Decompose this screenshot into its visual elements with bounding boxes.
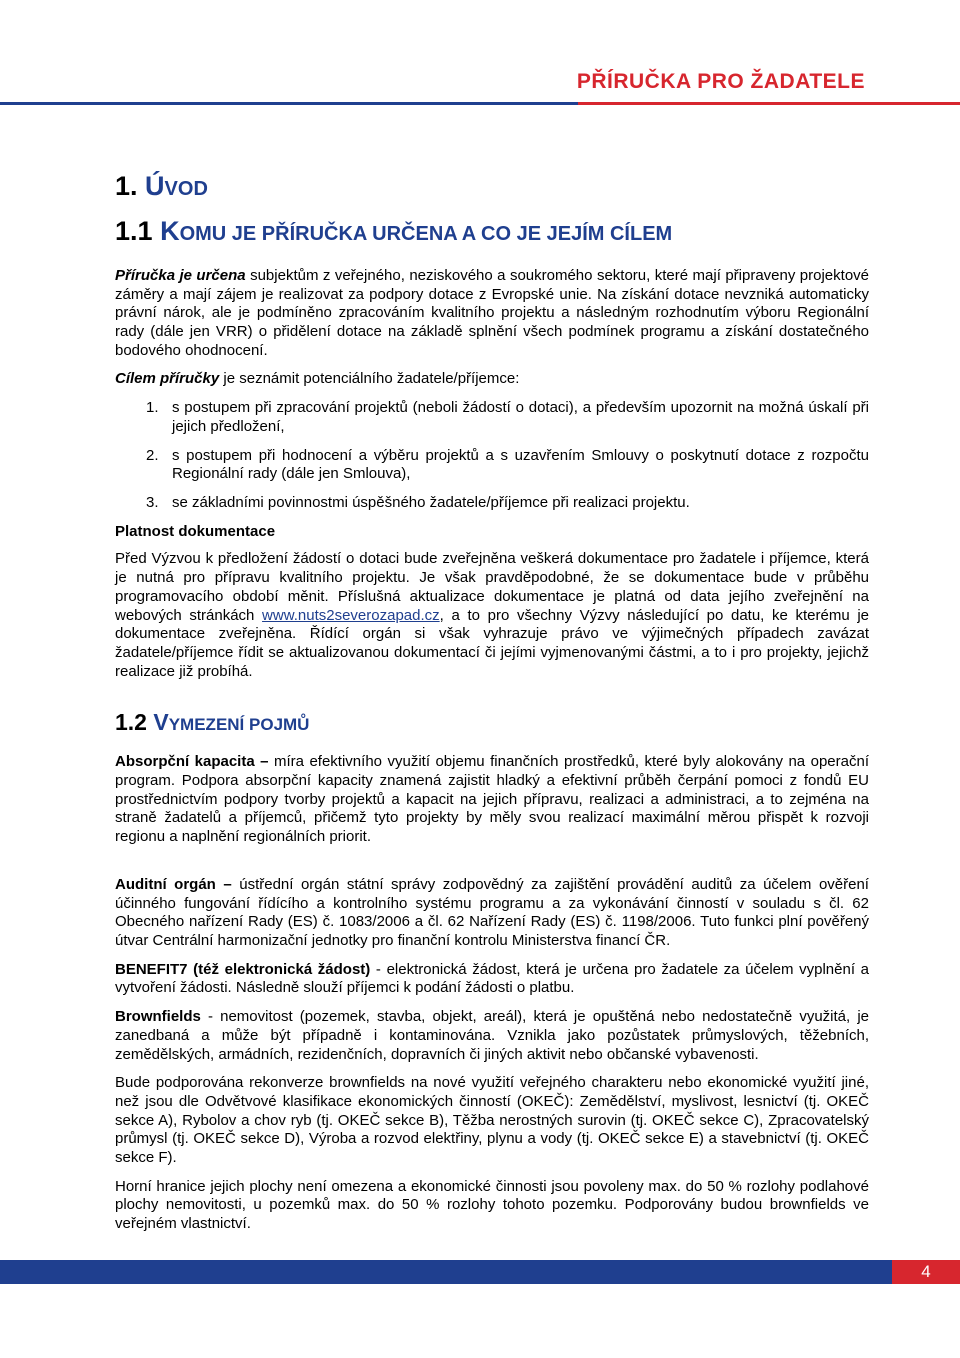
page-content — [115, 170, 869, 1282]
list-item — [115, 399, 869, 436]
section-number: 1.2 — [115, 709, 147, 736]
term-separator: - — [200, 1008, 221, 1026]
term-definition: nemovitost (pozemek, stavba, objekt, areál), která je opuštěná nebo nedostatečně využitá, je zanedbaná a může být případně i kontaminována. Vznikla jako pozůstatek průmyslových, těžebních, zemědělských, armádních, rezidenčních, dopravních či jiných aktivit nebo občanské vybavenosti. — [115, 1008, 869, 1063]
list-number: 3. — [146, 494, 159, 512]
footer-bar-blue — [0, 1260, 892, 1284]
document-header-title: PŘÍRUČKA PRO ŽADATELE — [576, 70, 865, 93]
section-title-rest: OMU JE PŘÍRUČKA URČENA A CO JE JEJÍM CÍLEM — [179, 223, 673, 245]
list-text: s postupem při hodnocení a výběru projektů a s uzavřením Smlouvy o poskytnutí dotace z rozpočtu Regionální rady (dále jen Smlouva), — [172, 446, 869, 483]
list-number: 2. — [146, 446, 159, 464]
goal-text: je seznámit potenciálního žadatele/příjemce: — [219, 369, 520, 387]
header-divider-red — [578, 102, 960, 105]
intro-lead: Příručka je určena — [115, 267, 246, 284]
section-title-rest: YMEZENÍ POJMŮ — [168, 715, 310, 735]
header-divider-blue — [0, 102, 578, 105]
term-definition: ústřední orgán státní správy zodpovědný za zajištění provádění auditů za účelem ověření účinného fungování řídícího a kontrolního systému programu a za vykonávání činností v souladu s čl. 62 Obecného nařízení Rady (ES) č. 1083/2006 a čl. 62 Nařízení Rady (ES) č. 1198/2006. Tuto funkci plní pověřený útvar Centrální harmonizační jednotky pro finanční kontrolu Ministerstva financí ČR. — [115, 875, 869, 949]
list-number: 1. — [146, 399, 159, 417]
term-separator: – — [215, 875, 240, 893]
term-brownfields — [115, 1008, 869, 1064]
intro-paragraph — [115, 267, 869, 361]
section-number: 1.1 — [115, 216, 153, 246]
section-1-heading — [115, 170, 869, 205]
section-1-2-heading — [115, 707, 869, 740]
term-auditni-organ — [115, 876, 869, 951]
term-separator: - — [370, 960, 387, 978]
section-title-rest: VOD — [164, 178, 208, 200]
term-label: Brownfields — [115, 1008, 201, 1026]
brownfields-paragraph: Bude podporována rekonverze brownfields na nové využití veřejného charakteru nebo ekonomické využití jiné, než jsou dle Odvětvové klasifikace ekonomických činností (OKEČ): Zemědělství, myslivost, lesnictví (tj. OKEČ sekce A), Rybolov a chov ryb (tj. OKEČ sekce B), Těžba nerostných surovin (tj. OKEČ sekce C), Zpracovatelský průmysl (tj. OKEČ sekce D), Výroba a rozvod elektřiny, plynu a vody (tj. OKEČ sekce E) a stavebnictví (tj. OKEČ sekce F). — [115, 1074, 869, 1167]
term-label: Absorpční kapacita — [115, 753, 255, 771]
intro-text: subjektům z veřejného, neziskového a soukromého sektoru, které mají připraveny projektové záměry a mají zájem je realizovat za podpory dotace z Evropské unie. Na získání dotace nevzniká automaticky právní nárok, ale je podmíněno zpracováním kvalitního projektu a následným rozhodnutím výboru Regionální rady (dále jen VRR) o přidělení dotace na základě splnění všech podmínek programu a získání dostatečného bodového ohodnocení. — [115, 267, 870, 359]
validity-heading: Platnost dokumentace — [115, 522, 276, 540]
term-definition: míra efektivního využití objemu finančních prostředků, které byly alokovány na operační program. Podpora absorpční kapacity znamená zajistit hladký a efektivní průběh čerpání pomoci z fondů EU prostřednictvím podpory tvorby projektů a kapacit na jejich přípravu, realizaci a administraci, a to zejména na straně žadatelů a příjemců, přičemž tyto projekty by měly svou realizací maximální měrou přispět k rozvoji regionu a naplnění regionálních priorit. — [115, 753, 869, 846]
section-title-initial: V — [153, 709, 169, 736]
term-separator: – — [254, 753, 274, 771]
section-title-initial: Ú — [145, 171, 165, 201]
goal-lead: Cílem příručky — [115, 369, 220, 387]
validity-text: , a to pro všechny Výzvy následující po datu, ke kterému je dokumentace zveřejněna. Řídící orgán si však vyhrazuje právo ve výjimečných případech zavázat žadatele/příjemce řídit se aktualizovanou dokumentací či jejími vyjmenovanými částmi, a to i pro projekty, jejichž realizace již probíhá. — [115, 606, 869, 680]
list-item — [115, 494, 869, 513]
section-1-1-heading — [115, 215, 869, 250]
term-absorpcni-kapacita — [115, 753, 869, 847]
list-item — [115, 447, 869, 484]
goal-list — [115, 399, 869, 513]
validity-paragraph — [115, 550, 869, 681]
validity-text: Před Výzvou k předložení žádostí o dotaci bude zveřejněna veškerá dokumentace pro žadatele i příjemce, která je nutná pro přípravu kvalitního projektu. Je však pravděpodobné, že se dokumentace bude v průběhu programovacího období měnit. Příslušná aktualizace dokumentace je platná od data jejího zveřejnění na webových stránkách — [115, 550, 869, 624]
page-number: 4 — [892, 1260, 960, 1284]
term-label: BENEFIT7 (též elektronická žádost) — [115, 960, 371, 978]
term-definition: elektronická žádost, která je určena pro žadatele za účelem vyplnění a vytvoření žádosti. Následně slouží příjemci k podání žádosti o platbu. — [115, 960, 869, 997]
list-text: s postupem při zpracování projektů (neboli žádostí o dotaci), a především upozornit na možná úskalí při jejich předložení, — [172, 399, 869, 435]
nuts2-website-link[interactable]: www.nuts2severozapad.cz — [262, 606, 440, 624]
section-title-initial: K — [160, 216, 180, 246]
list-text: se základními povinnostmi úspěšného žadatele/příjemce při realizaci projektu. — [172, 494, 690, 512]
section-number: 1. — [115, 171, 138, 201]
term-benefit7 — [115, 961, 869, 998]
goal-paragraph — [115, 370, 869, 389]
term-label: Auditní orgán — [115, 875, 216, 893]
brownfields-limits-paragraph: Horní hranice jejich plochy není omezena a ekonomické činnosti jsou povoleny max. do 50 % rozlohy podlahové plochy nemovitosti, u pozemků max. do 50 % rozlohy tohoto pozemku. Podporovány budou brownfields ve veřejném vlastnictví. — [115, 1177, 869, 1233]
